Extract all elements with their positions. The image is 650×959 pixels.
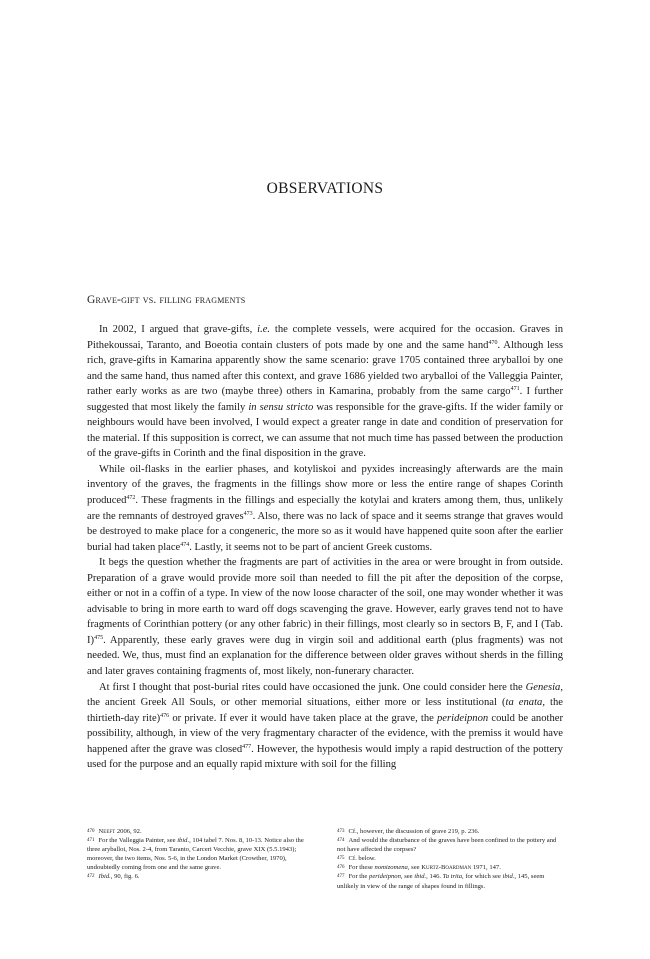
footnote-number: 475 — [337, 856, 345, 862]
footnote-ref: 476 — [160, 712, 170, 719]
italic-text: perideipnon — [369, 873, 401, 881]
paragraph — [87, 462, 563, 555]
text-run: , 146. — [426, 873, 443, 881]
section-heading: Grave-gift vs. filling fragments — [87, 294, 246, 306]
footnote-ref: 472 — [126, 495, 136, 502]
text-run: In 2002, I argued that grave-gifts, — [99, 324, 258, 335]
text-run: While oil-flasks in the earlier phases, and kotyliskoi and pyxides increasingly afterwards are the main inventory of the graves, the fragments in the fillings show more or less the entire range of shapes Corinth produced — [87, 463, 563, 507]
italic-text: perideipnon — [437, 712, 489, 724]
paragraph — [87, 555, 563, 679]
text-run: . Although less rich, grave-gifts in Kamarina apparently show the same scenario: grave 1705 contained three aryballoi by one and the same hand, thus named after this context, and grave 1686 yielded two aryballoi of the Valleggia Painter, rather early works as are two (maybe three) others in Kamarina, probably from the same cargo — [87, 339, 563, 398]
footnotes-right-column — [337, 827, 563, 891]
text-run: . Apparently, these early graves were dug in virgin soil and additional earth (plus fragments) was not needed. We, thus, must find an explanation for the difference between older graves without sherds in the filling and later graves containing fragments of, most likely, non-funerary character. — [87, 634, 563, 678]
italic-text: nomizomena — [374, 864, 408, 872]
footnote — [87, 827, 313, 836]
italic-text: Ibid. — [98, 873, 111, 881]
text-run: For the Valleggia Painter, see — [98, 837, 178, 845]
text-run: was responsible for the grave-gifts. If the wider family or neighbours would have been involved, I would expect a greater range in date and condition of preservation for the material. If this supposition is correct, we can assume that not much time has passed between the production of the grave-gifts in Corinth and the final disposition in the grave. — [87, 401, 563, 460]
text-run: And would the disturbance of the graves have been confined to the pottery and not have affected the corpses? — [337, 837, 557, 854]
footnote — [337, 836, 563, 854]
paragraph — [87, 680, 563, 773]
italic-text: ibid. — [414, 873, 427, 881]
text-run: Cf. below. — [348, 855, 376, 863]
footnote-number: 470 — [87, 829, 95, 834]
text-run: the complete vessels, were acquired for the occasion. Graves in Pithekoussai, Taranto, and Boeotia contain clusters of pots made by one and the same hand — [87, 324, 563, 351]
footnote-ref: 477 — [242, 743, 252, 750]
footnote-number: 477 — [337, 874, 345, 880]
footnote — [87, 836, 313, 872]
text-run: . Lastly, it seems not to be part of ancient Greek customs. — [189, 541, 433, 553]
text-run: For these — [348, 864, 375, 872]
text-run: . Also, there was no lack of space and it seems strange that graves would be destroyed to make place for a congeneric, the more so as it would have happened quite soon after the earlier burial had taken place — [87, 510, 563, 553]
small-caps-text: Kurtz-Boardman — [421, 864, 472, 872]
footnote-number: 472 — [87, 874, 95, 880]
text-run: or private. If ever it would have taken place at the grave, the — [169, 712, 437, 724]
text-run: , 104 tabel 7. Nos. 8, 10-13. Notice also the three aryballoi, Nos. 2-4, from Taranto, Carceri Vecchie, grave XIX (5.5.1943); moreover, the two items, Nos. 5-6, in the London Market (Crowther, 1970), undoubtedly coming from one and the same grave. — [87, 837, 304, 872]
footnotes-left-column — [87, 827, 313, 891]
text-run: 2006, 92. — [115, 828, 142, 835]
footnote-number: 471 — [87, 838, 95, 844]
small-caps-text: Neeft — [98, 828, 116, 835]
footnote-ref: 473 — [243, 510, 253, 517]
italic-text: ibid. — [177, 837, 190, 845]
footnote-ref: 475 — [94, 634, 104, 641]
footnote-ref: 470 — [488, 339, 498, 346]
page-title: OBSERVATIONS — [266, 180, 384, 197]
text-run: Cf., however, the discussion of grave 219, p. 236. — [348, 828, 480, 835]
text-run: At first I thought that post-burial rites could have occasioned the junk. One could consider here the — [99, 681, 526, 693]
footnote — [337, 872, 563, 890]
text-run: . However, the hypothesis would imply a rapid destruction of the pottery used for the purpose and an equally rapid mixture with soil for the filling — [87, 743, 563, 771]
text-run: , the thirtieth-day rite) — [87, 697, 563, 724]
text-run: could be another possibility, although, in view of the very fragmentary character of the evidence, with the premiss it would have happened after the grave was closed — [87, 712, 563, 755]
footnote-number: 473 — [337, 829, 345, 834]
text-run: , 145, seem unlikely in view of the range of shapes found in fillings. — [337, 873, 545, 890]
italic-text: in sensu stricto — [248, 401, 314, 413]
footnote — [337, 827, 563, 836]
italic-text: i.e. — [257, 324, 271, 335]
text-run: For the — [348, 873, 370, 881]
footnote — [337, 854, 563, 863]
footnote — [337, 863, 563, 872]
italic-text: ta enata — [505, 697, 543, 709]
footnote-number: 476 — [337, 865, 345, 871]
text-run: , for which see — [462, 873, 503, 881]
footnote-number: 474 — [337, 838, 345, 844]
footnote — [87, 872, 313, 881]
text-run: . I further suggested that most likely the family — [87, 386, 563, 413]
italic-text: ibid. — [502, 873, 515, 881]
paragraph — [87, 322, 563, 462]
italic-text: Ta trita — [442, 873, 463, 881]
italic-text: Genesia — [525, 681, 561, 693]
footnotes — [87, 827, 563, 891]
text-run: , the ancient Greek All Souls, or other memorial situations, either more or less institutional ( — [87, 681, 563, 709]
text-run: 1971, 147. — [471, 864, 501, 872]
body-text — [87, 322, 563, 773]
footnote-ref: 471 — [510, 386, 520, 393]
footnote-ref: 474 — [180, 541, 190, 548]
text-run: , see — [407, 864, 422, 872]
text-run: , see — [400, 873, 415, 881]
text-run: . These fragments in the fillings and especially the kotylai and kraters among them, thus, unlikely are the remnants of destroyed graves — [87, 495, 563, 522]
text-run: It begs the question whether the fragments are part of activities in the area or were brought in from outside. Preparation of a grave would provide more soil than needed to fill the pit after the deposition of the corpse, either or not in a coffin of a type. In view of the now loose character of the soil, one may wonder whether it was advisable to bring in more earth to ward off dogs scavenging the grave. However, early graves tend not to have fragments of Corinthian pottery (or any other fabric) in their fillings, most clearly so in sectors B, F, and I (Tab. I) — [87, 557, 563, 646]
text-run: , 90, fig. 6. — [110, 873, 140, 881]
